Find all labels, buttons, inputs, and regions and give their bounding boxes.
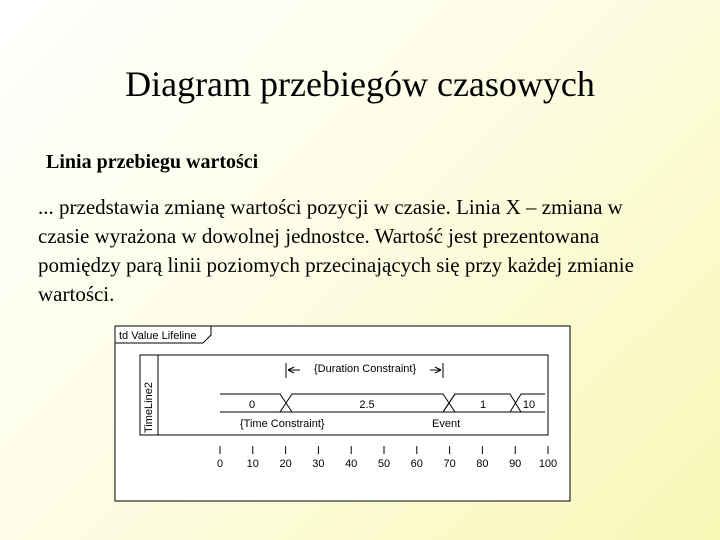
axis-tick-label: 60 (410, 458, 423, 470)
value-label-1: 1 (479, 399, 487, 411)
axis-tick-label: 70 (443, 458, 456, 470)
slide-title: Diagram przebiegów czasowych (125, 64, 595, 104)
time-constraint-label: {Time Constraint} (240, 418, 325, 430)
slide-description: ... przedstawia zmianę wartości pozycji w czasie. Linia X – zmiana w czasie wyrażona w dowolnej jednostce. Wartość jest prezentowana pomiędzy parą linii poziomych przecinających się przy każdej zmianie wartości. (38, 195, 634, 306)
axis-tick-label: 50 (377, 458, 391, 470)
axis-tick-label: 0 (216, 458, 224, 470)
value-label-10: 10 (522, 399, 536, 411)
diagram-frame (115, 326, 570, 501)
event-label: Event (432, 418, 461, 430)
axis-tick-label: 10 (246, 458, 259, 470)
axis-tick-label: 30 (312, 458, 325, 470)
value-label-0: 0 (248, 399, 256, 411)
slide-subtitle: Linia przebiegu wartości (46, 151, 259, 173)
duration-constraint-label: {Duration Constraint} (314, 363, 417, 375)
axis-tick-label: 80 (476, 458, 489, 470)
axis-tick-label: 20 (279, 458, 292, 470)
lifeline-label: TimeLine2 (143, 382, 155, 433)
axis-tick-label: 40 (345, 458, 358, 470)
axis-tick-label: 100 (538, 458, 558, 470)
axis-tick-label: 90 (509, 458, 522, 470)
value-label-2-5: 2.5 (359, 399, 375, 411)
frame-label: td Value Lifeline (119, 330, 197, 342)
